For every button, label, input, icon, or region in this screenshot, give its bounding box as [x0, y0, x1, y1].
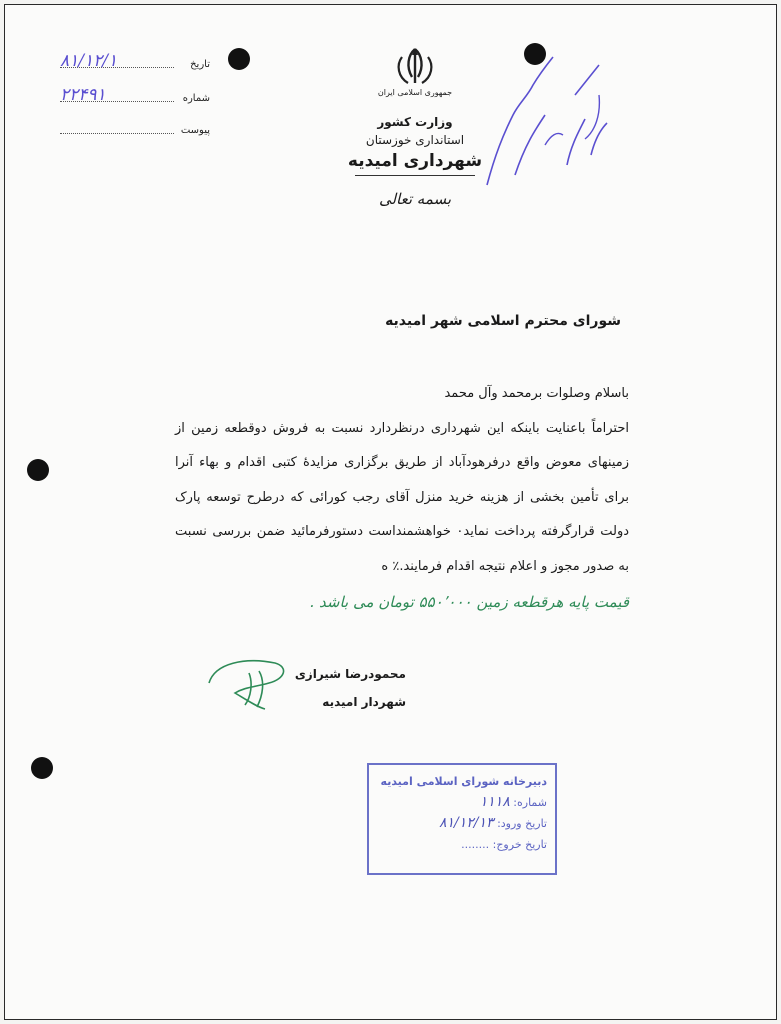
- signature-mark: [205, 653, 295, 713]
- stamp-entry-row: [377, 813, 547, 834]
- stamp-title: دبیرخانه شورای اسلامی امیدیه: [380, 775, 547, 788]
- stamp-number-row: [377, 792, 547, 813]
- handwritten-price-note: قیمت پایه هرقطعه زمین ۵۵۰٬۰۰۰ تومان می باشد .: [309, 592, 629, 611]
- stamp-number-value: ۱۱۱۸: [479, 794, 510, 810]
- handwritten-margin-note: [475, 35, 615, 195]
- emblem-caption: جمهوری اسلامی ایران: [377, 88, 453, 97]
- municipality-name: شهرداری امیدیه: [347, 151, 483, 171]
- addressee: شورای محترم اسلامی شهر امیدیه: [385, 313, 621, 329]
- punch-hole: [228, 48, 250, 70]
- stamp-entry-label: تاریخ ورود:: [497, 817, 547, 830]
- letter-page: [4, 4, 777, 1020]
- stamp-number-label: شماره:: [513, 796, 547, 809]
- stamp-entry-value: ۸۱/۱۲/۱۳: [439, 815, 494, 831]
- registry-stamp: [367, 763, 557, 875]
- number-field: [60, 85, 210, 109]
- greeting: باسلام وصلوات برمحمد وآل محمد: [444, 386, 629, 401]
- signatory-block: [295, 660, 406, 716]
- attachment-label: پیوست: [180, 125, 210, 136]
- date-field: [60, 51, 210, 75]
- stamp-exit-label: تاریخ خروج:: [492, 838, 547, 851]
- ministry-name: وزارت کشور: [377, 115, 453, 129]
- attachment-field: [60, 121, 210, 141]
- signatory-name: محمودرضا شیرازی: [294, 667, 406, 681]
- number-label: شماره: [182, 93, 210, 104]
- punch-hole: [31, 757, 53, 779]
- basmala: بسمه تعالی: [378, 190, 452, 208]
- letter-body: [175, 377, 629, 619]
- iran-emblem-icon: [392, 45, 438, 87]
- number-value: ۲۲۴۹۱: [60, 85, 106, 105]
- province-name: استانداری خوزستان: [365, 133, 465, 147]
- stamp-exit-row: [377, 834, 547, 855]
- punch-hole: [27, 459, 49, 481]
- stamp-exit-value: ........: [461, 838, 490, 851]
- signatory-title: شهردار امیدیه: [322, 695, 406, 709]
- main-paragraph: احتراماً باعنایت باینکه این شهرداری درنظردارد نسبت به فروش دوقطعه زمین از زمینهای معوض واقع درفرهودآباد از طریق برگزاری مزایدهٔ کتبی اقدام و بهاء آنرا برای تأمین بخشی از هزینه خرید منزل آقای رجب کورائی که درطرح توسعه پارک دولت قرارگرفته پرداخت نماید٠ خواهشمنداست دستورفرمائید ضمن بررسی نسبت به صدور مجوز و اعلام نتیجه اقدام فرمایند.٪ ه: [175, 420, 630, 574]
- date-label: تاریخ: [190, 59, 210, 70]
- date-value: ۸۱/۱۲/۱: [60, 51, 118, 71]
